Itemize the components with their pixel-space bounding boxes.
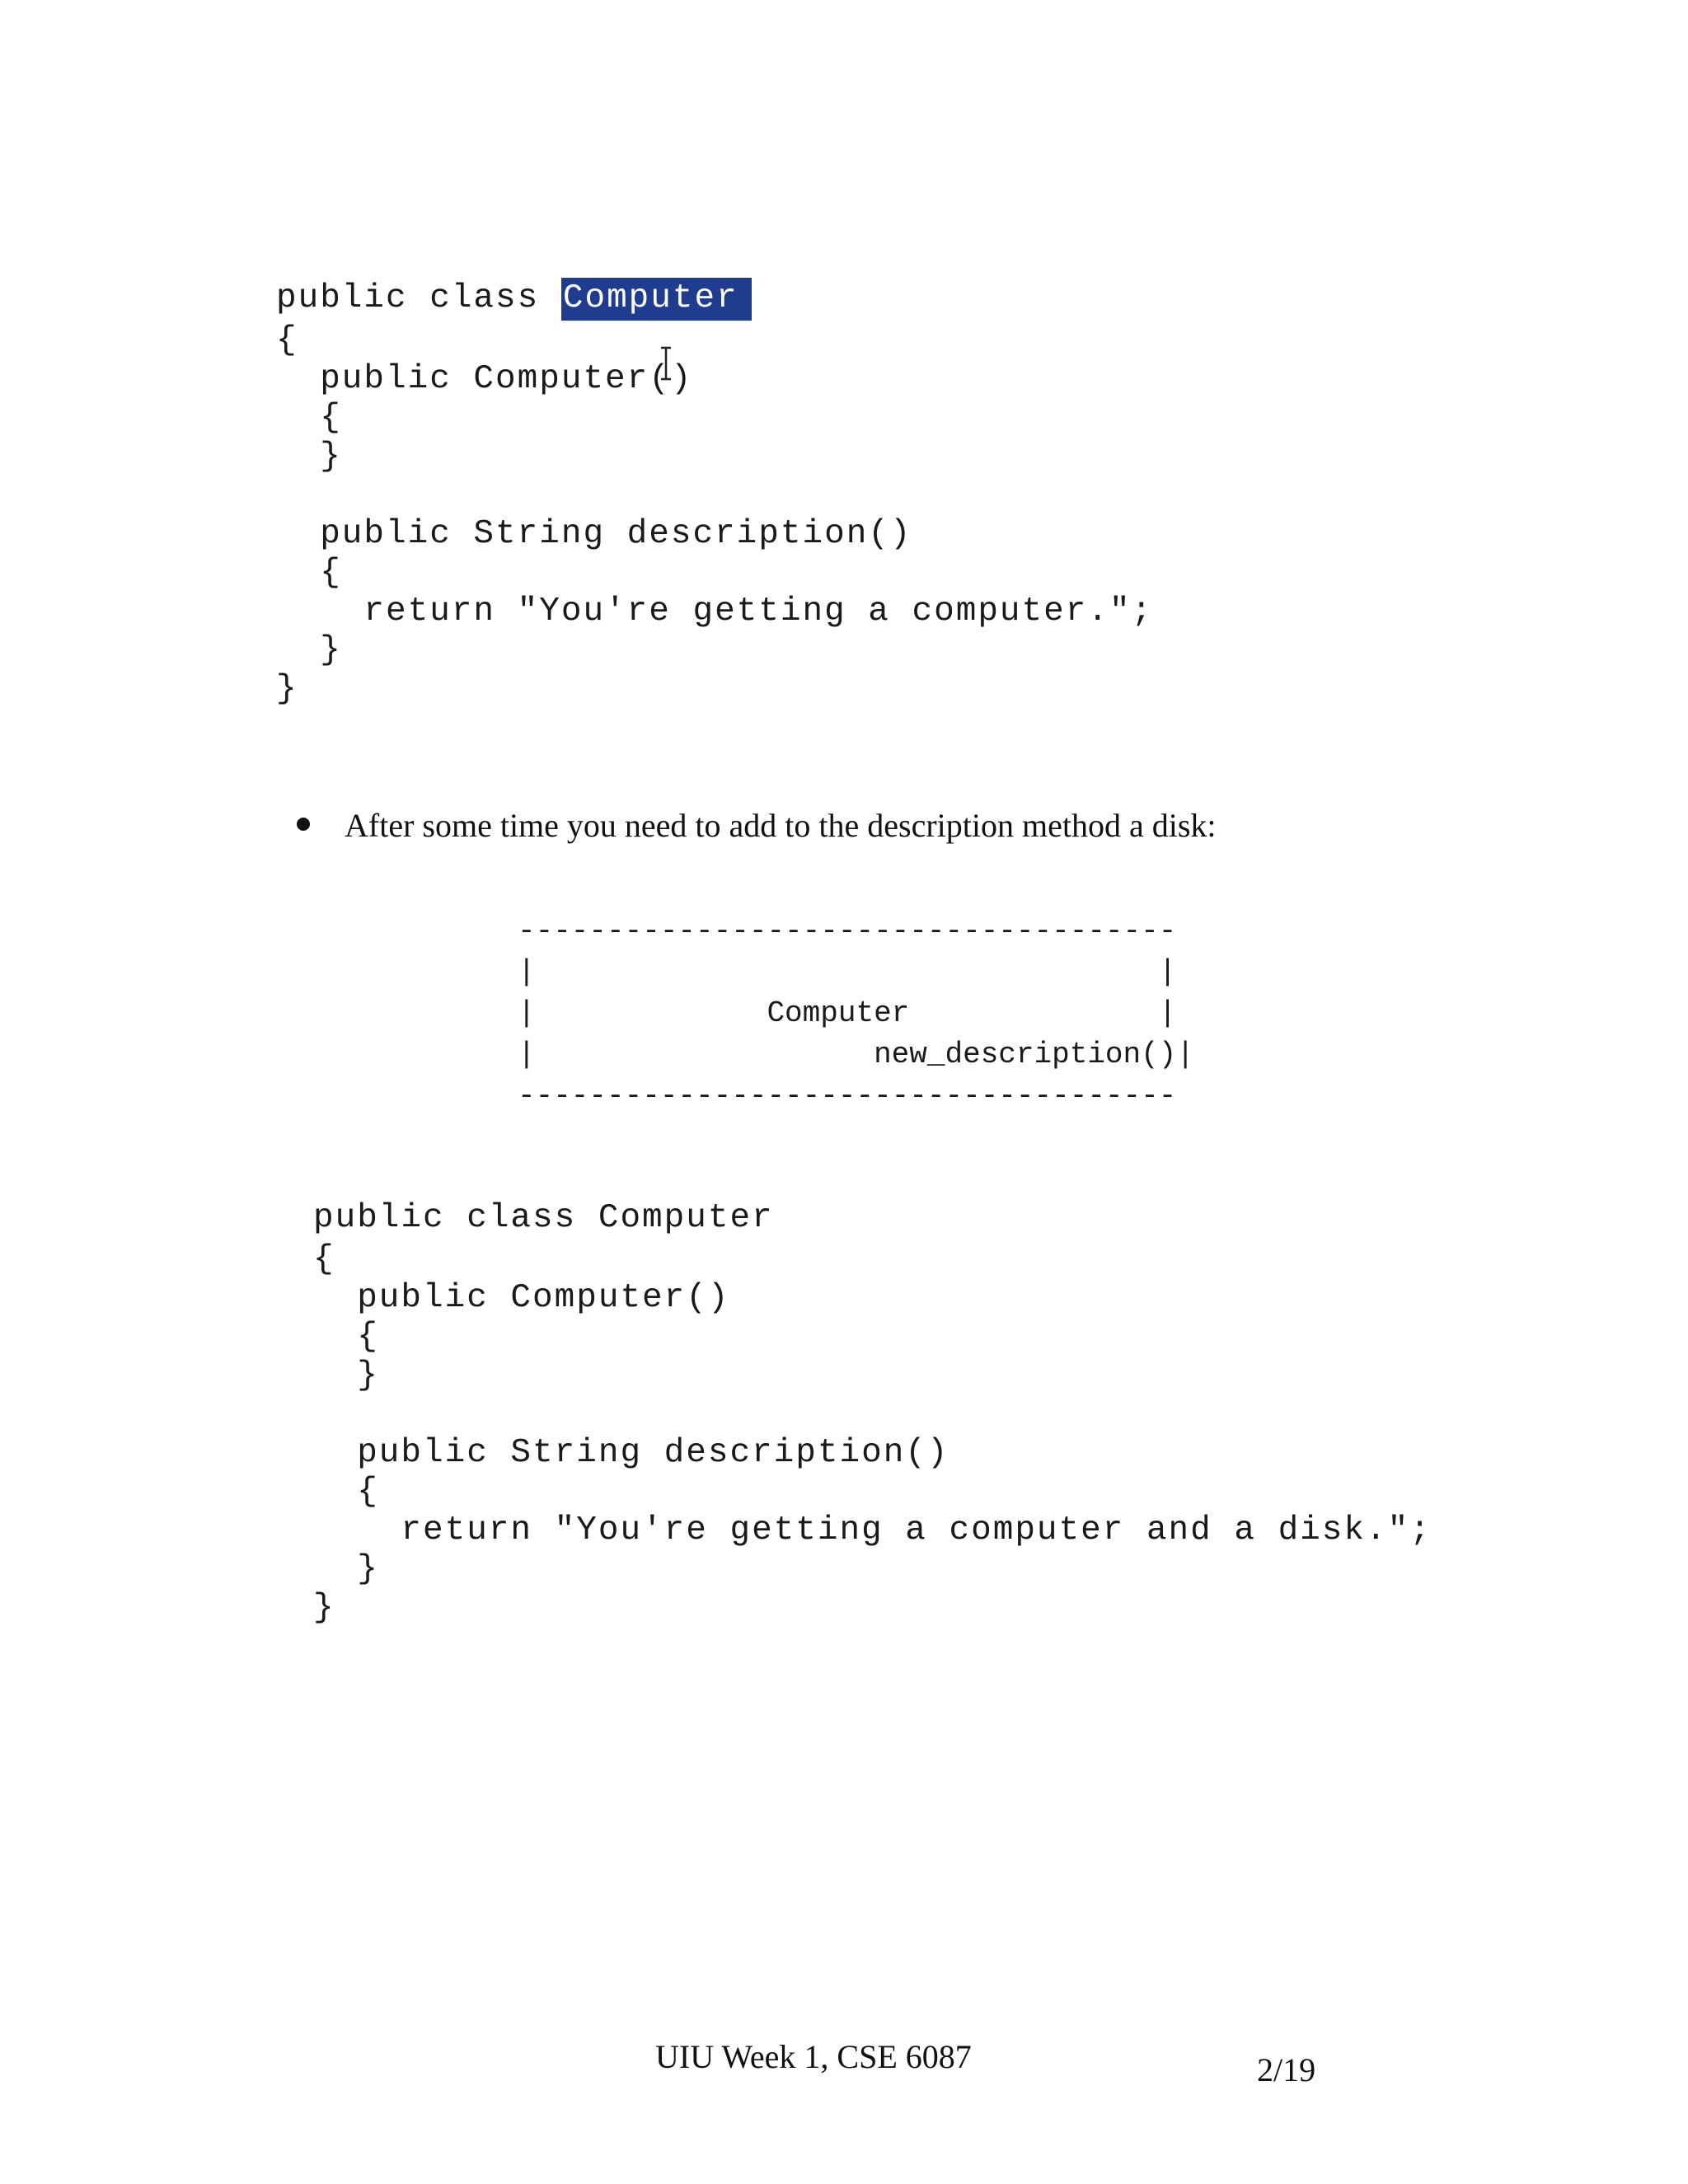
code-1-line-3: public Computer() [276,360,693,398]
code-2-line-2: { [313,1240,335,1278]
code-2-line-11: } [313,1589,335,1627]
code-1-line-7: public String description() [276,515,912,553]
code-1-line-8: { [276,554,342,592]
code-1-line-10: } [276,631,342,669]
code-2-line-8: { [313,1473,379,1511]
page-number: 2/19 [1257,2051,1316,2088]
diagram-row-3: | new_description()| [518,1038,1194,1071]
code-2-line-10: } [313,1550,379,1588]
code-2-line-7: public String description() [313,1434,950,1472]
code-1-line-5: } [276,438,342,476]
code-2-line-4: { [313,1318,379,1356]
code-2-line-5: } [313,1357,379,1394]
code-1-line-4: { [276,399,342,437]
code-1-line-1 [276,279,752,317]
bullet-icon [297,818,310,831]
code-1-line-9: return "You're getting a computer."; [276,593,1154,630]
diagram-border-bottom: ------------------------------------- [518,1079,1177,1113]
text-cursor-icon [659,346,673,381]
bullet-text: After some time you need to add to the description method a disk: [345,807,1217,844]
code-1-line-2: { [276,321,298,359]
code-2-line-3: public Computer() [313,1279,730,1317]
code-2-line-9: return "You're getting a computer and a disk."; [313,1511,1432,1549]
diagram-row-1: | | [518,955,1177,989]
selected-text-highlight[interactable]: Computer [561,278,752,321]
code-1-line-11: } [276,670,298,708]
code-2-line-1: public class Computer [313,1199,774,1237]
diagram-row-2: | Computer | [518,996,1177,1030]
diagram-border-top: ------------------------------------- [518,914,1177,948]
footer-text: UIU Week 1, CSE 6087 [655,2038,972,2075]
code-1-line-1-prefix: public class [276,279,561,317]
